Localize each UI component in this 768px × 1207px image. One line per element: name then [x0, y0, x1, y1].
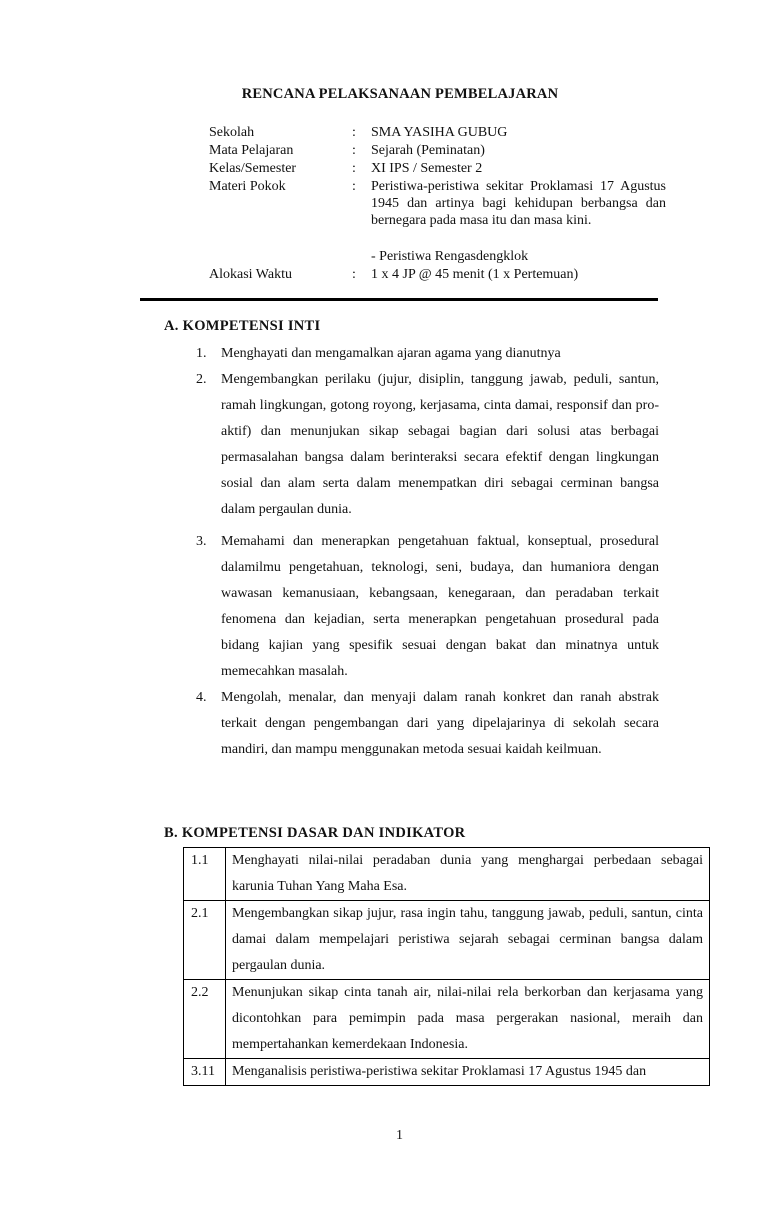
kd-number: 2.1	[184, 901, 226, 980]
header-label-alokasi-waktu: Alokasi Waktu	[209, 267, 292, 282]
ki-item-text: Menghayati dan mengamalkan ajaran agama yang dianutnya	[221, 346, 561, 361]
ki-item-number: 1.	[196, 346, 207, 361]
header-value-alokasi-waktu: 1 x 4 JP @ 45 menit (1 x Pertemuan)	[371, 267, 579, 282]
header-value-materi-pokok: Peristiwa-peristiwa sekitar Proklamasi 17 Agustus 1945 dan artinya bagi kehidupan berbangsa dan bernegara pada masa itu dan masa kini.	[371, 179, 666, 228]
header-label-mata-pelajaran: Mata Pelajaran	[209, 143, 294, 158]
header-colon: :	[352, 179, 356, 194]
header-value-materi-sub: - Peristiwa Rengasdengklok	[371, 249, 529, 264]
table-row	[184, 1059, 710, 1086]
ki-item-text: Memahami dan menerapkan pengetahuan faktual, konseptual, prosedural dalamilmu pengetahuan, teknologi, seni, budaya, dan humaniora dengan wawasan kemanusiaan, kebangsaan, kenegaraan, dan peradaban terkait fenomena dan kejadian, serta menerapkan pengetahuan prosedural pada bidang kajian yang spesifik sesuai dengan bakat dan minatnya untuk memecahkan masalah.	[221, 534, 659, 679]
ki-item-text: Mengolah, menalar, dan menyaji dalam ranah konkret dan ranah abstrak terkait dengan pengembangan dari yang dipelajarinya di sekolah secara mandiri, dan mampu menggunakan metoda sesuai kaidah keilmuan.	[221, 690, 659, 757]
ki-item-number: 4.	[196, 690, 207, 705]
page-number: 1	[396, 1128, 403, 1143]
header-label-materi-pokok: Materi Pokok	[209, 179, 286, 194]
kd-text: Menganalisis peristiwa-peristiwa sekitar Proklamasi 17 Agustus 1945 dan	[226, 1059, 710, 1086]
header-colon: :	[352, 267, 356, 282]
kd-text: Menghayati nilai-nilai peradaban dunia yang menghargai perbedaan sebagai karunia Tuhan Yang Maha Esa.	[226, 848, 710, 901]
header-value-sekolah: SMA YASIHA GUBUG	[371, 125, 508, 140]
header-label-sekolah: Sekolah	[209, 125, 255, 140]
header-label-kelas-semester: Kelas/Semester	[209, 161, 297, 176]
header-value-kelas-semester: XI IPS / Semester 2	[371, 161, 483, 176]
kd-text: Menunjukan sikap cinta tanah air, nilai-nilai rela berkorban dan kerjasama yang dicontohkan para pemimpin pada masa pergerakan nasional, meraih dan mempertahankan kemerdekaan Indonesia.	[226, 980, 710, 1059]
section-b-title: B. KOMPETENSI DASAR DAN INDIKATOR	[164, 825, 466, 841]
header-colon: :	[352, 125, 356, 140]
section-a-title: A. KOMPETENSI INTI	[164, 318, 321, 334]
kd-number: 3.11	[184, 1059, 226, 1086]
header-colon: :	[352, 161, 356, 176]
table-row	[184, 901, 710, 980]
kd-number: 2.2	[184, 980, 226, 1059]
ki-item-number: 3.	[196, 534, 207, 549]
header-value-mata-pelajaran: Sejarah (Peminatan)	[371, 143, 485, 158]
header-divider	[140, 298, 658, 301]
kd-text: Mengembangkan sikap jujur, rasa ingin tahu, tanggung jawab, peduli, santun, cinta damai dalam mempelajari peristiwa sejarah sebagai cerminan bangsa dalam pergaulan dunia.	[226, 901, 710, 980]
ki-item-text: Mengembangkan perilaku (jujur, disiplin, tanggung jawab, peduli, santun, ramah lingkungan, gotong royong, kerjasama, cinta damai, responsif dan pro-aktif) dan menunjukan sikap sebagai bagian dari solusi atas berbagai permasalahan bangsa dalam berinteraksi secara efektif dengan lingkungan sosial dan alam serta dalam menempatkan diri sebagai cerminan bangsa dalam pergaulan dunia.	[221, 372, 659, 517]
table-row	[184, 848, 710, 901]
table-row	[184, 980, 710, 1059]
kompetensi-dasar-table	[183, 847, 710, 1086]
kd-number: 1.1	[184, 848, 226, 901]
document-title: RENCANA PELAKSANAAN PEMBELAJARAN	[241, 86, 559, 102]
header-colon: :	[352, 143, 356, 158]
ki-item-number: 2.	[196, 372, 207, 387]
